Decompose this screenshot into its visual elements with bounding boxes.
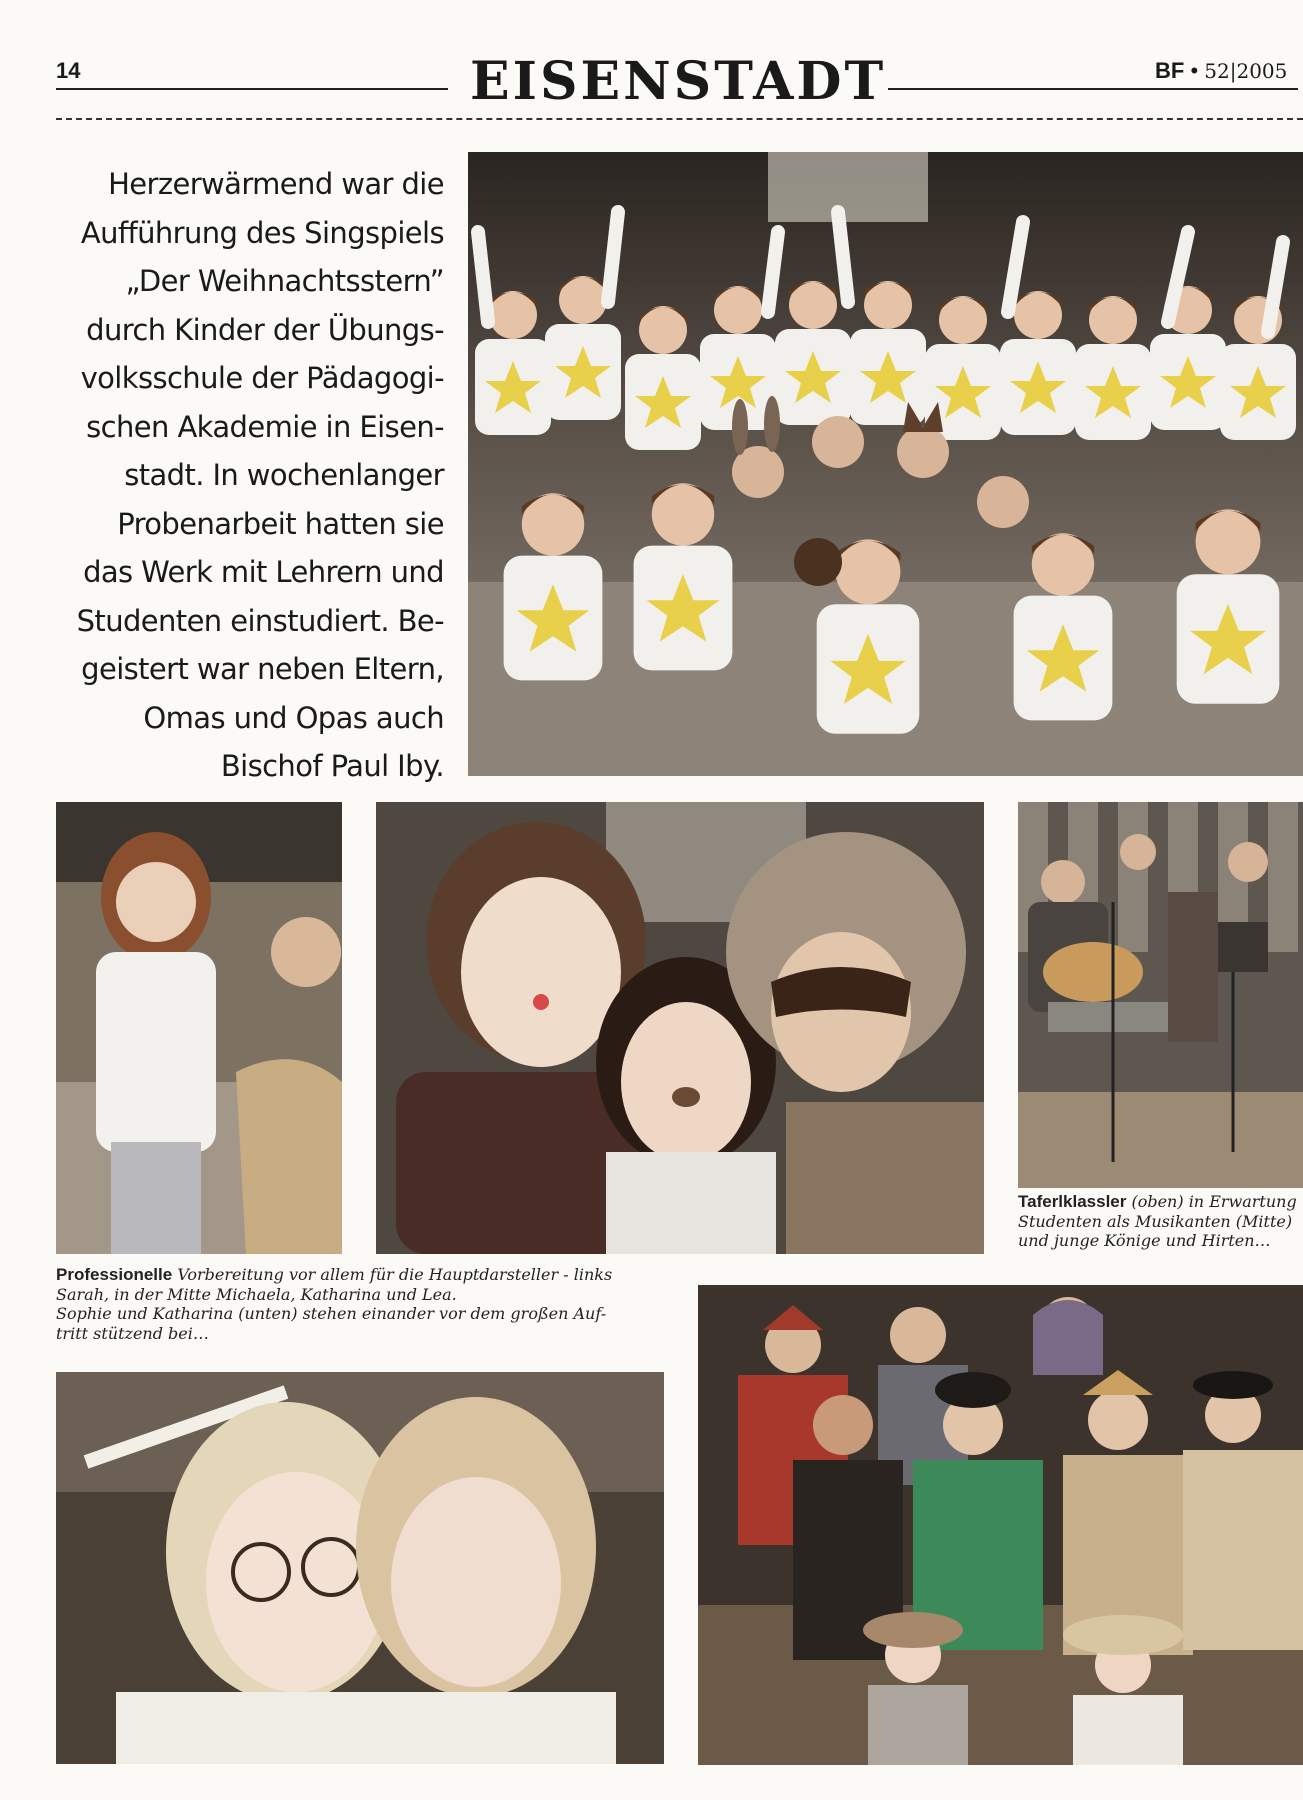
caption-text: Vorbereitung vor allem für die Hauptdarsteller - links: [177, 1265, 613, 1284]
lead-line: Herzerwärmend war die: [108, 167, 444, 201]
caption-left-line: Sophie und Katharina (unten) stehen einander vor dem großen Auf-: [56, 1304, 607, 1323]
section-title: EISENSTADT: [470, 51, 887, 112]
header-dashed-divider: [56, 118, 1303, 120]
lead-line: geistert war neben Eltern,: [81, 652, 444, 686]
photo-students-musicians: [1018, 802, 1303, 1188]
lead-line: das Werk mit Lehrern und: [83, 555, 444, 589]
caption-left-line: [56, 1265, 676, 1285]
lead-line: durch Kinder der Übungs-: [86, 312, 444, 347]
group-photo-children-stars: [468, 152, 1303, 776]
caption-left-line: tritt stützend bei…: [56, 1323, 209, 1343]
lead-line: Aufführung des Singspiels: [80, 215, 444, 250]
caption-lead-in: Taferlklassler: [1018, 1192, 1127, 1211]
caption-right: [1018, 1192, 1303, 1251]
caption-left: [56, 1265, 676, 1343]
lead-line: Probenarbeit hatten sie: [117, 506, 444, 541]
header-rule-left: [56, 88, 448, 90]
publication-separator: •: [1190, 58, 1199, 83]
caption-lead-in: Professionelle: [56, 1265, 173, 1284]
lead-line: schen Akademie in Eisen-: [86, 409, 444, 444]
photo-kings-and-shepherds: [698, 1285, 1303, 1765]
lead-line: stadt. In wochenlanger: [124, 458, 444, 492]
caption-right-line: und junge Könige und Hirten…: [1018, 1231, 1271, 1250]
lead-paragraph: [56, 160, 444, 791]
lead-line: Studenten einstudiert. Be-: [76, 603, 444, 638]
publication-info: [1155, 58, 1287, 84]
page-number: 14: [56, 58, 81, 83]
lead-line: Bischof Paul Iby.: [220, 749, 444, 783]
lead-line: Omas und Opas auch: [143, 700, 444, 735]
caption-text: (oben) in Erwartung: [1131, 1192, 1297, 1211]
photo-michaela-katharina-lea-masks: [376, 802, 984, 1254]
photo-sarah-headset: [56, 802, 342, 1254]
lead-line: volksschule der Pädagogi-: [80, 361, 444, 395]
publication-name: BF: [1155, 58, 1185, 83]
caption-right-line: Studenten als Musikanten (Mitte): [1018, 1211, 1293, 1231]
caption-left-line: Sarah, in der Mitte Michaela, Katharina und Lea.: [56, 1284, 457, 1304]
header-rule-right: [888, 88, 1298, 90]
caption-right-line: [1018, 1192, 1303, 1212]
photo-sophie-katharina: [56, 1372, 664, 1764]
lead-line: „Der Weihnachtsstern”: [125, 264, 444, 298]
issue-number: 52|2005: [1204, 59, 1288, 83]
